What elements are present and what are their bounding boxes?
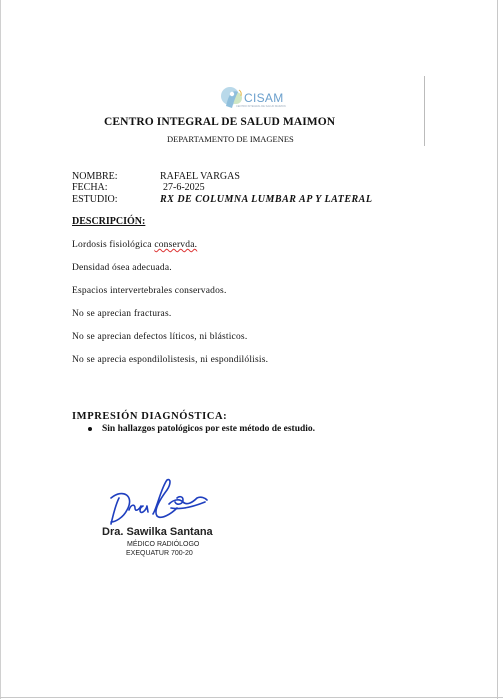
impression-text: Sin hallazgos patológicos por este método de estudio. [102, 424, 316, 434]
signatory-name: Dra. Sawilka Santana [102, 526, 213, 538]
study-label: ESTUDIO: [72, 194, 118, 205]
spellcheck-word: conservda. [154, 240, 198, 250]
finding-fractures: No se aprecian fracturas. [72, 309, 172, 319]
finding-spaces: Espacios intervertebrales conservados. [72, 286, 227, 296]
impression-title: IMPRESIÓN DIAGNÓSTICA: [72, 411, 228, 422]
date-value: 27-6-2025 [163, 182, 205, 193]
bullet-icon [88, 427, 92, 431]
page-edge-left [0, 0, 1, 699]
logo-subtext: CENTRO INTEGRAL DE SALUD MAIMON [236, 105, 286, 108]
impression-item [88, 424, 315, 434]
header-divider [424, 76, 425, 146]
handwritten-signature-icon [105, 476, 215, 528]
logo-wordmark: CISAM [244, 91, 284, 105]
finding-lytic: No se aprecian defectos líticos, ni blásticos. [72, 332, 248, 342]
finding-density: Densidad ósea adecuada. [72, 263, 172, 273]
signatory-role: MÉDICO RADIÓLOGO [127, 541, 200, 548]
department-name: DEPARTAMENTO DE IMAGENES [167, 134, 294, 144]
study-value: RX DE COLUMNA LUMBAR AP Y LATERAL [160, 194, 373, 205]
signatory-exequatur: EXEQUATUR 700-20 [126, 550, 193, 557]
page-edge-right [497, 0, 498, 699]
date-label: FECHA: [72, 182, 108, 193]
name-label: NOMBRE: [72, 171, 118, 182]
finding-lordosis-text: Lordosis fisiológica [72, 240, 155, 250]
institution-name: CENTRO INTEGRAL DE SALUD MAIMON [104, 116, 336, 128]
finding-lordosis [72, 240, 197, 250]
name-value: RAFAEL VARGAS [160, 171, 240, 182]
description-title: DESCRIPCIÓN: [72, 216, 146, 227]
finding-spondylo: No se aprecia espondilolistesis, ni espondilólisis. [72, 355, 269, 365]
page-edge-bottom [0, 697, 503, 698]
